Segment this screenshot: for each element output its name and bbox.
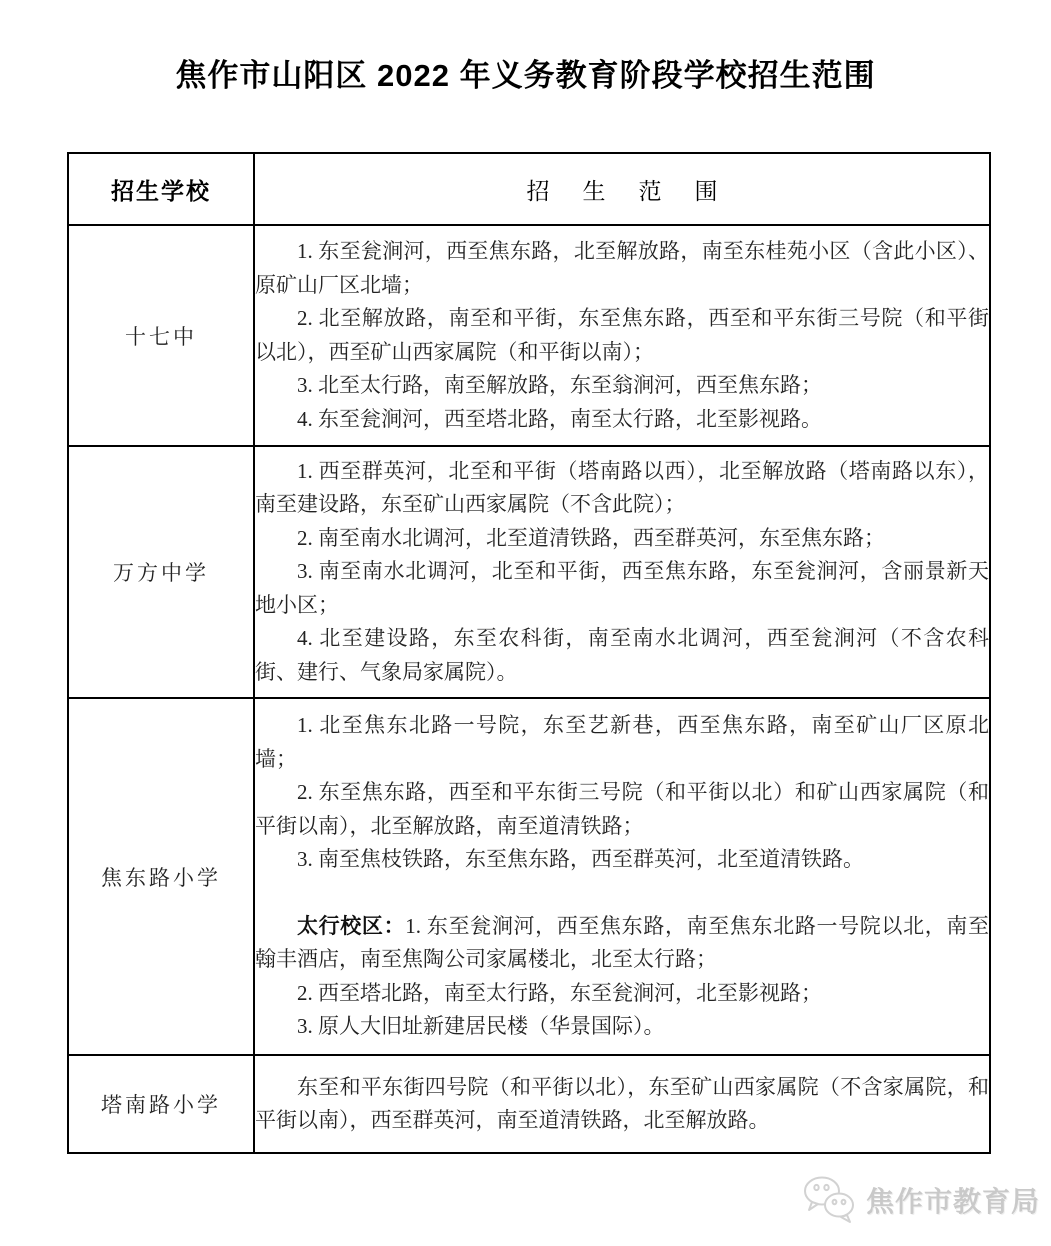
range-description	[254, 698, 990, 1055]
range-description	[254, 225, 990, 446]
range-paragraph: 4. 北至建设路，东至农科街，南至南水北调河，西至瓮涧河（不含农科街、建行、气象局家属院）。	[255, 626, 989, 684]
school-name: 十七中	[68, 225, 254, 446]
watermark-text: 焦作市教育局	[866, 1187, 1041, 1218]
range-paragraph: 2. 南至南水北调河，北至道清铁路，西至群英河，东至焦东路；	[297, 525, 885, 550]
range-paragraph: 3. 北至太行路，南至解放路，东至翁涧河，西至焦东路；	[297, 373, 822, 397]
campus-paragraph	[255, 910, 989, 977]
range-paragraph: 1. 北至焦东北路一号院，东至艺新巷，西至焦东路，南至矿山厂区原北墙；	[255, 713, 989, 771]
range-paragraph: 1. 西至群英河，北至和平街（塔南路以西），北至解放路（塔南路以东），南至建设路，东至矿山西家属院（不含此院）；	[255, 458, 989, 517]
enrollment-range-table	[67, 152, 991, 1154]
header-range-column: 招生范围	[254, 153, 990, 225]
range-paragraph: 4. 东至瓮涧河，西至塔北路，南至太行路，北至影视路。	[297, 406, 822, 431]
campus-text: 1. 东至瓮涧河，西至焦东路，南至焦东北路一号院以北，南至翰丰酒店，南至焦陶公司家属楼北，北至太行路；	[255, 913, 990, 972]
page-title: 焦作市山阳区 2022 年义务教育阶段学校招生范围	[175, 58, 876, 93]
table-row	[68, 698, 990, 1055]
range-description	[254, 1055, 990, 1153]
range-paragraph: 3. 南至南水北调河，北至和平街，西至焦东路，东至瓮涧河，含丽景新天地小区；	[255, 559, 989, 617]
school-name: 万方中学	[68, 446, 254, 698]
school-name: 焦东路小学	[68, 698, 254, 1055]
range-paragraph: 2. 北至解放路，南至和平街，东至焦东路，西至和平东街三号院（和平街以北），西至矿山西家属院（和平街以南）；	[255, 306, 989, 364]
table-row	[68, 446, 990, 698]
range-paragraph: 东至和平东街四号院（和平街以北），东至矿山西家属院（不含家属院，和平街以南），西至群英河，南至道清铁路，北至解放路。	[255, 1074, 989, 1132]
campus-label: 太行校区：	[297, 913, 406, 938]
table-row	[68, 225, 990, 446]
table-header-row	[68, 153, 990, 225]
range-description	[254, 446, 990, 698]
range-paragraph: 3. 南至焦枝铁路，东至焦东路，西至群英河，北至道清铁路。	[297, 847, 864, 872]
wechat-icon	[800, 1174, 858, 1226]
campus-paragraph: 2. 西至塔北路，南至太行路，东至瓮涧河，北至影视路；	[297, 980, 822, 1005]
campus-paragraph: 3. 原人大旧址新建居民楼（华景国际）。	[297, 1014, 665, 1039]
header-school-column: 招生学校	[68, 153, 254, 225]
range-paragraph: 1. 东至瓮涧河，西至焦东路，北至解放路，南至东桂苑小区（含此小区）、原矿山厂区北墙；	[255, 239, 989, 297]
watermark	[800, 1170, 1040, 1230]
table-row	[68, 1055, 990, 1153]
school-name: 塔南路小学	[68, 1055, 254, 1153]
range-paragraph: 2. 东至焦东路，西至和平东街三号院（和平街以北）和矿山西家属院（和平街以南），北至解放路，南至道清铁路；	[255, 780, 989, 838]
